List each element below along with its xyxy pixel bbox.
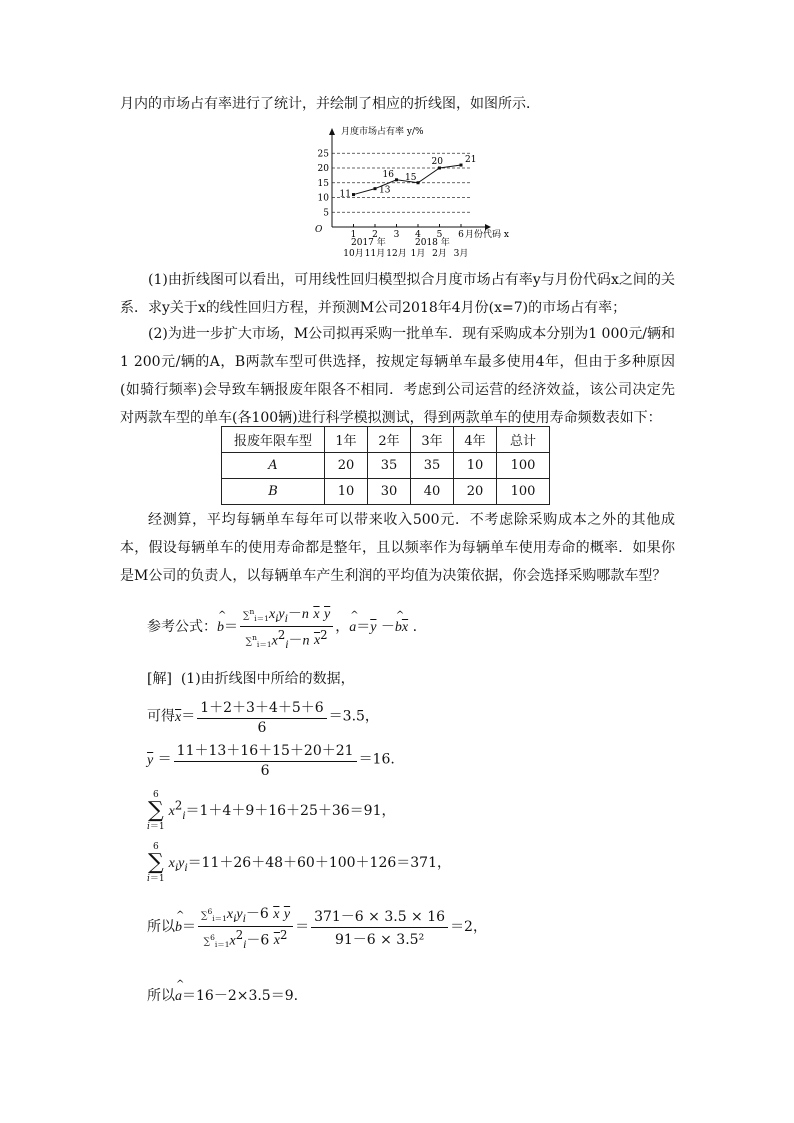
- b-hat-equation: 所以^ b＝ $\frac{\sum^6_{i=1}x_iy_i-6 \overline{x} \overline{y}}{\sum^6_{i=1}x^2_i-6 \overline{x}^2}$ ＝ $\frac{371-6 \times 3.5 \times 16}{\text{91－6 × 3.5²}}$ ＝2，: [147, 903, 487, 951]
- ybar-numerator: 11＋13＋16＋15＋20＋21: [174, 740, 357, 762]
- table-header-row: [222, 427, 550, 453]
- solution-label: [解]: [147, 671, 172, 687]
- month-label: 10月: [343, 249, 364, 259]
- xbar-value: ＝3.5，: [328, 708, 379, 725]
- y-axis-arrow: [329, 128, 335, 135]
- table-cell: 20: [454, 479, 497, 505]
- table-cell: 35: [368, 453, 411, 479]
- question-2: (2)为进一步扩大市场，M公司拟再采购一批单车．现有采购成本分别为1 000元/辆和1 200元/辆的A，B两款车型可供选择，按规定每辆单车最多使用4年，但由于多种原因(如骑行频率)会导致车辆报废年限各不相同．考虑到公司运营的经济效益，该公司决定先对两款车型的单车(各100辆)进行科学模拟测试，得到两款单车的使用寿命频数表如下：: [120, 326, 675, 426]
- data-point: [352, 193, 355, 196]
- x-tick-label: 1: [350, 230, 357, 240]
- reference-label: 参考公式：: [147, 619, 217, 636]
- data-point: [417, 181, 420, 184]
- sum-xy-value: ＝11＋26＋48＋60＋100＋126＝371，: [187, 855, 451, 871]
- prefix-text: 可得: [147, 708, 175, 725]
- month-label: 1月: [410, 249, 426, 259]
- prefix-text: 所以: [147, 919, 175, 936]
- table-cell: 35: [411, 453, 454, 479]
- table-cell: B: [222, 479, 325, 505]
- origin-label: O: [315, 225, 323, 235]
- table-cell: 20: [325, 453, 368, 479]
- data-label: 11: [339, 189, 351, 200]
- data-point: [395, 178, 398, 181]
- y-tick-label: 15: [317, 178, 329, 189]
- year-label-2018: 2018 年: [415, 238, 450, 248]
- y-tick-label: 25: [317, 149, 329, 160]
- lifespan-frequency-table: [221, 426, 550, 505]
- table-header: 总计: [497, 427, 550, 453]
- x-tick-label: 6: [458, 230, 464, 240]
- solution-step-1: (1)由折线图中所给的数据，: [180, 671, 355, 687]
- data-point: [460, 164, 463, 167]
- table-cell: 100: [497, 453, 550, 479]
- xbar-numerator: 1＋2＋3＋4＋5＋6: [197, 697, 326, 719]
- b-denominator: 91－6 × 3.5²: [334, 931, 425, 948]
- month-label: 3月: [453, 249, 469, 259]
- x-tick-label: 4: [415, 230, 421, 240]
- question-1: (1)由折线图可以看出，可用线性回归模型拟合月度市场占有率y与月份代码x之间的关系．求y关于x的线性回归方程，并预测M公司2018年4月份(x=7)的市场占有率；: [120, 272, 675, 316]
- prefix-text: 所以: [147, 988, 175, 1004]
- y-tick-label: 5: [323, 208, 329, 219]
- sum-x2-value: ＝1＋4＋9＋16＋25＋36＝91，: [185, 803, 396, 819]
- reference-formula: 参考公式：^ b＝ $\frac{\sum^n_{i=1}x_iy_i-n \overline{x} \overline{y}}{\sum^n_{i=1}x^2_i-n \overline{x}^2}$ ，^ $a=\overline{y}$ －^ $b\overline{x}$ .: [147, 603, 417, 651]
- data-label: 16: [382, 169, 394, 180]
- data-label: 15: [405, 172, 417, 183]
- table-cell: 10: [454, 453, 497, 479]
- b-value: ＝2，: [450, 919, 487, 936]
- market-share-line-chart: [305, 124, 525, 264]
- table-header: 报废年限车型: [222, 427, 325, 453]
- ybar-value: ＝16.: [358, 751, 395, 768]
- sum-x-squared: 6 ∑ $i=1x^2_i=1+4+9+16+25+36=91$，: [147, 790, 396, 832]
- intro-line: 月内的市场占有率进行了统计，并绘制了相应的折线图，如图所示．: [120, 96, 540, 112]
- b-numerator: 371－6 × 3.5 × 16: [311, 906, 448, 928]
- data-point: [374, 187, 377, 190]
- table-header: 2年: [368, 427, 411, 453]
- table-cell: A: [222, 453, 325, 479]
- table-cell: 100: [497, 479, 550, 505]
- ybar-denominator: 6: [260, 763, 270, 779]
- table-header: 4年: [454, 427, 497, 453]
- y-axis-label: 月度市场占有率 y/%: [341, 127, 424, 137]
- data-label: 21: [465, 155, 477, 166]
- month-label: 2月: [432, 249, 447, 259]
- table-row: [222, 453, 550, 479]
- question-2-continued: 经测算，平均每辆单车每年可以带来收入500元．不考虑除采购成本之外的其他成本，假设每辆单车的使用寿命都是整年，且以频率作为每辆单车使用寿命的概率．如果你是M公司的负责人，以每辆单车产生利润的平均值为决策依据，你会选择采购哪款车型？: [120, 512, 675, 584]
- table-row: [222, 479, 550, 505]
- xbar-denominator: 6: [257, 720, 267, 736]
- ybar-equation: $\overline{y}$ ＝ $\frac{11+13+16+15+20+21}{6}$ ＝16.: [147, 740, 395, 779]
- x-axis-label: 月份代码 x: [465, 230, 509, 240]
- data-label: 20: [431, 157, 443, 167]
- x-tick-label: 3: [393, 230, 400, 240]
- y-tick-label: 20: [317, 164, 329, 174]
- x-tick-label: 2: [372, 230, 378, 240]
- month-label: 12月: [386, 249, 407, 259]
- table-header: 3年: [411, 427, 454, 453]
- x-tick-label: 5: [436, 230, 443, 240]
- y-tick-label: 10: [317, 193, 329, 204]
- a-value: ＝16－2×3.5＝9.: [182, 988, 299, 1004]
- sum-xy: 6 ∑ $i=1x_iy_i=11+26+48+60+100+126=371$，: [147, 842, 451, 884]
- xbar-equation: 可得$\overline{x}=$ $\frac{1+2+3+4+5+6}{6}$ ＝3.5，: [147, 697, 379, 736]
- solution-heading: [147, 668, 355, 688]
- a-hat-equation: 所以^ a＝16－2×3.5＝9.: [147, 985, 298, 1005]
- table-cell: 30: [368, 479, 411, 505]
- table-cell: 10: [325, 479, 368, 505]
- table-cell: 40: [411, 479, 454, 505]
- table-header: 1年: [325, 427, 368, 453]
- month-label: 11月: [364, 249, 386, 259]
- year-label-2017: 2017 年: [351, 238, 386, 248]
- data-label: 13: [379, 185, 391, 196]
